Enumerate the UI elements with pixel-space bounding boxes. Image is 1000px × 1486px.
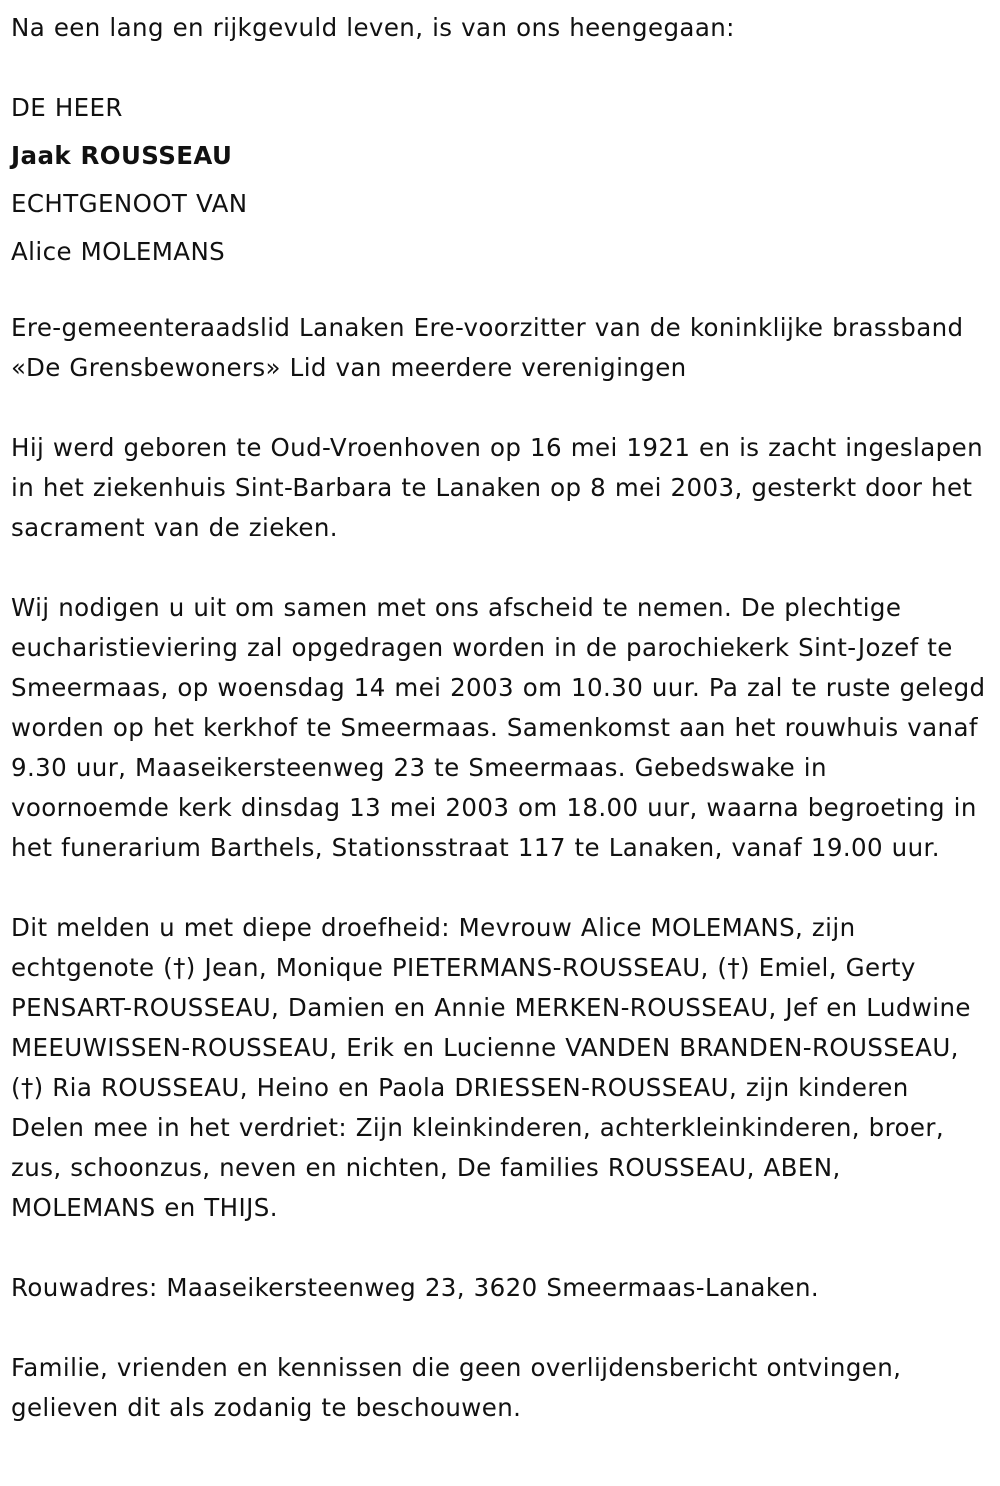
closing-note: Familie, vrienden en kennissen die geen overlijdensbericht ontvingen, gelieven dit als zodanig te beschouwen. — [11, 1353, 902, 1422]
family-announcement-paragraph: Dit melden u met diepe droefheid: Mevrouw Alice MOLEMANS, zijn echtgenote (†) Jean, Monique PIETERMANS-ROUSSEAU, (†) Emiel, Gerty PENSART-ROUSSEAU, Damien en Annie MERKEN-ROUSSEAU, Jef en Ludwine MEEUWISSEN-ROUSSEAU, Erik en Lucienne VANDEN BRANDEN-ROUSSEAU, (†) Ria ROUSSEAU, Heino en Paola DRIESSEN-ROUSSEAU, zijn kinderen Delen mee in het verdriet: Zijn kleinkinderen, achterkleinkinderen, broer, zus, schoonzus, neven en nichten, De families ROUSSEAU, ABEN, MOLEMANS en THIJS. — [11, 913, 971, 1222]
spacer — [11, 1228, 988, 1268]
spouse-name: Alice MOLEMANS — [11, 237, 226, 266]
spacer — [11, 52, 988, 84]
mourning-address: Rouwadres: Maaseikersteenweg 23, 3620 Smeermaas-Lanaken. — [11, 1273, 820, 1302]
relation-label: ECHTGENOOT VAN — [11, 189, 248, 218]
spacer — [11, 388, 988, 428]
spacer — [11, 1308, 988, 1348]
funeral-details-paragraph: Wij nodigen u uit om samen met ons afscheid te nemen. De plechtige eucharistieviering zal opgedragen worden in de parochiekerk Sint-Jozef te Smeermaas, op woensdag 14 mei 2003 om 10.30 uur. Pa zal te ruste gelegd worden op het kerkhof te Smeermaas. Samenkomst aan het rouwhuis vanaf 9.30 uur, Maaseikersteenweg 23 te Smeermaas. Gebedswake in voornoemde kerk dinsdag 13 mei 2003 om 18.00 uur, waarna begroeting in het funerarium Barthels, Stationsstraat 117 te Lanaken, vanaf 19.00 uur. — [11, 593, 986, 862]
spacer — [11, 548, 988, 588]
spacer — [11, 868, 988, 908]
intro-text: Na een lang en rijkgevuld leven, is van ons heengegaan: — [11, 13, 735, 42]
life-details-paragraph: Hij werd geboren te Oud-Vroenhoven op 16 mei 1921 en is zacht ingeslapen in het ziekenhuis Sint-Barbara te Lanaken op 8 mei 2003, gesterkt door het sacrament van de zieken. — [11, 433, 984, 542]
deceased-name: Jaak ROUSSEAU — [11, 141, 233, 170]
spacer — [11, 276, 988, 308]
titles-paragraph: Ere-gemeenteraadslid Lanaken Ere-voorzitter van de koninklijke brassband «De Grensbewoners» Lid van meerdere verenigingen — [11, 313, 964, 382]
honorific: DE HEER — [11, 93, 123, 122]
